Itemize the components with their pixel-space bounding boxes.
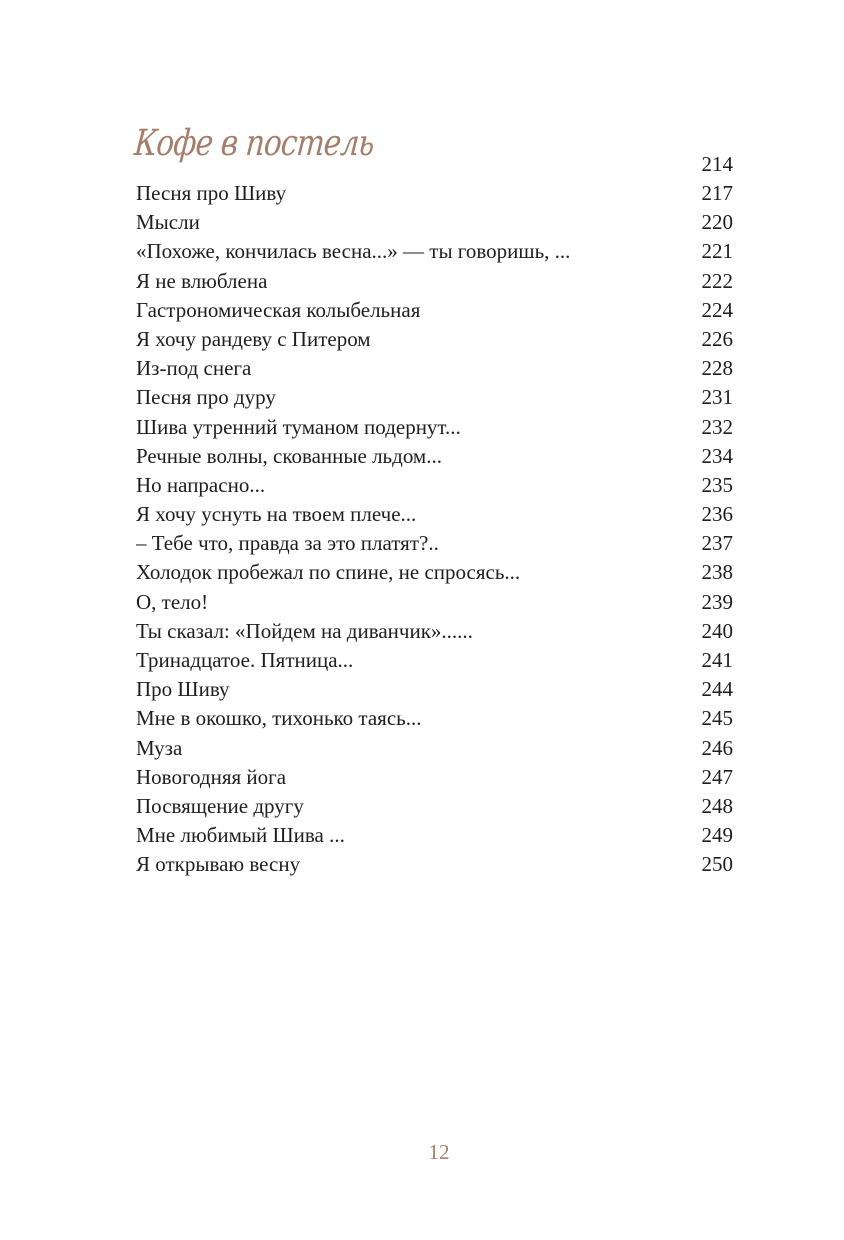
- toc-entry-page-number: 236: [701, 502, 733, 527]
- toc-entry-title: Я хочу рандеву с Питером: [136, 326, 371, 351]
- toc-entry: [136, 588, 733, 617]
- toc-entry-page-number: 241: [701, 648, 733, 672]
- toc-entry: [136, 354, 733, 383]
- toc-entry-title: Но напрасно...: [136, 472, 266, 497]
- toc-entry-title: Я не влюблена: [136, 268, 268, 293]
- toc-entry-page-number: 217: [701, 181, 733, 205]
- toc-entry-page-number: 244: [701, 677, 733, 702]
- toc-entry: [136, 529, 733, 558]
- toc-entry-page-number: 220: [701, 210, 733, 235]
- toc-entry-title: Холодок пробежал по спине, не спросясь...: [136, 560, 521, 585]
- toc-entry-page-number: 222: [701, 268, 733, 293]
- toc-entry: [136, 442, 733, 471]
- toc-entry-title: Мне в окошко, тихонько таясь...: [136, 706, 422, 731]
- toc-entry-title: Новогодняя йога: [136, 764, 287, 789]
- toc-entry: [136, 179, 733, 208]
- toc-entry-title: «Похоже, кончилась весна...» — ты говоришь, ...: [136, 239, 571, 264]
- toc-entry-page-number: 240: [701, 618, 733, 643]
- toc-entry: [136, 296, 733, 325]
- toc-entry-page-number: 246: [701, 735, 733, 760]
- toc-entry-title: Шива утренний туманом подернут...: [136, 414, 461, 439]
- toc-entry-page-number: 250: [701, 852, 733, 877]
- toc-entry-title: Мысли: [136, 210, 200, 235]
- toc-entry-title: Из-под снега: [136, 356, 252, 381]
- toc-entry-title: О, тело!: [136, 589, 209, 614]
- toc-entry-title: Я хочу уснуть на твоем плече...: [136, 502, 417, 527]
- table-of-contents: [136, 179, 733, 880]
- toc-entry: [136, 325, 733, 354]
- toc-entry: [136, 704, 733, 733]
- toc-entry: [136, 821, 733, 850]
- toc-entry: [136, 558, 733, 587]
- toc-entry: [136, 237, 733, 266]
- toc-entry-title: Песня про дуру: [136, 385, 276, 410]
- toc-entry: [136, 413, 733, 442]
- toc-entry-page-number: 231: [701, 385, 733, 410]
- toc-entry: [136, 383, 733, 412]
- toc-entry: [136, 675, 733, 704]
- toc-entry-title: Про Шиву: [136, 677, 230, 702]
- toc-entry-title: Муза: [136, 735, 183, 760]
- page-number: 12: [428, 1140, 450, 1164]
- toc-entry: [136, 208, 733, 237]
- toc-entry-page-number: 239: [701, 589, 733, 614]
- toc-entry-title: Тринадцатое. Пятница...: [136, 648, 354, 672]
- section-title: Кофе в постель: [132, 123, 376, 164]
- toc-entry-page-number: 224: [701, 297, 733, 322]
- toc-entry-title: Песня про Шиву: [136, 181, 287, 205]
- toc-entry-page-number: 235: [701, 472, 733, 497]
- toc-entry-page-number: 249: [701, 823, 733, 848]
- toc-entry-page-number: 238: [701, 560, 733, 585]
- toc-entry: [136, 850, 733, 879]
- toc-entry-page-number: 247: [701, 764, 733, 789]
- toc-entry-title: Посвящение другу: [136, 793, 304, 818]
- toc-entry-title: Я открываю весну: [136, 852, 301, 877]
- toc-entry-page-number: 221: [701, 239, 733, 264]
- toc-entry: [136, 763, 733, 792]
- toc-entry-page-number: 232: [701, 414, 733, 439]
- section-title-page-number: 214: [701, 152, 733, 176]
- toc-entry: [136, 471, 733, 500]
- toc-entry: [136, 267, 733, 296]
- toc-entry-page-number: 234: [701, 443, 733, 468]
- toc-entry: [136, 617, 733, 646]
- toc-entry-page-number: 237: [701, 531, 733, 556]
- toc-entry: [136, 734, 733, 763]
- toc-entry: [136, 792, 733, 821]
- toc-entry-page-number: 245: [701, 706, 733, 731]
- toc-entry-page-number: 248: [701, 793, 733, 818]
- toc-entry-title: Гастрономическая колыбельная: [136, 297, 421, 322]
- toc-entry-page-number: 228: [701, 356, 733, 381]
- toc-entry-title: – Тебе что, правда за это платят?..: [136, 531, 439, 556]
- toc-entry-page-number: 226: [701, 326, 733, 351]
- toc-entry: [136, 646, 733, 675]
- toc-entry: [136, 500, 733, 529]
- toc-entry-title: Речные волны, скованные льдом...: [136, 443, 442, 468]
- toc-entry-title: Ты сказал: «Пойдем на диванчик»......: [136, 618, 473, 643]
- toc-entry-title: Мне любимый Шива ...: [136, 823, 345, 848]
